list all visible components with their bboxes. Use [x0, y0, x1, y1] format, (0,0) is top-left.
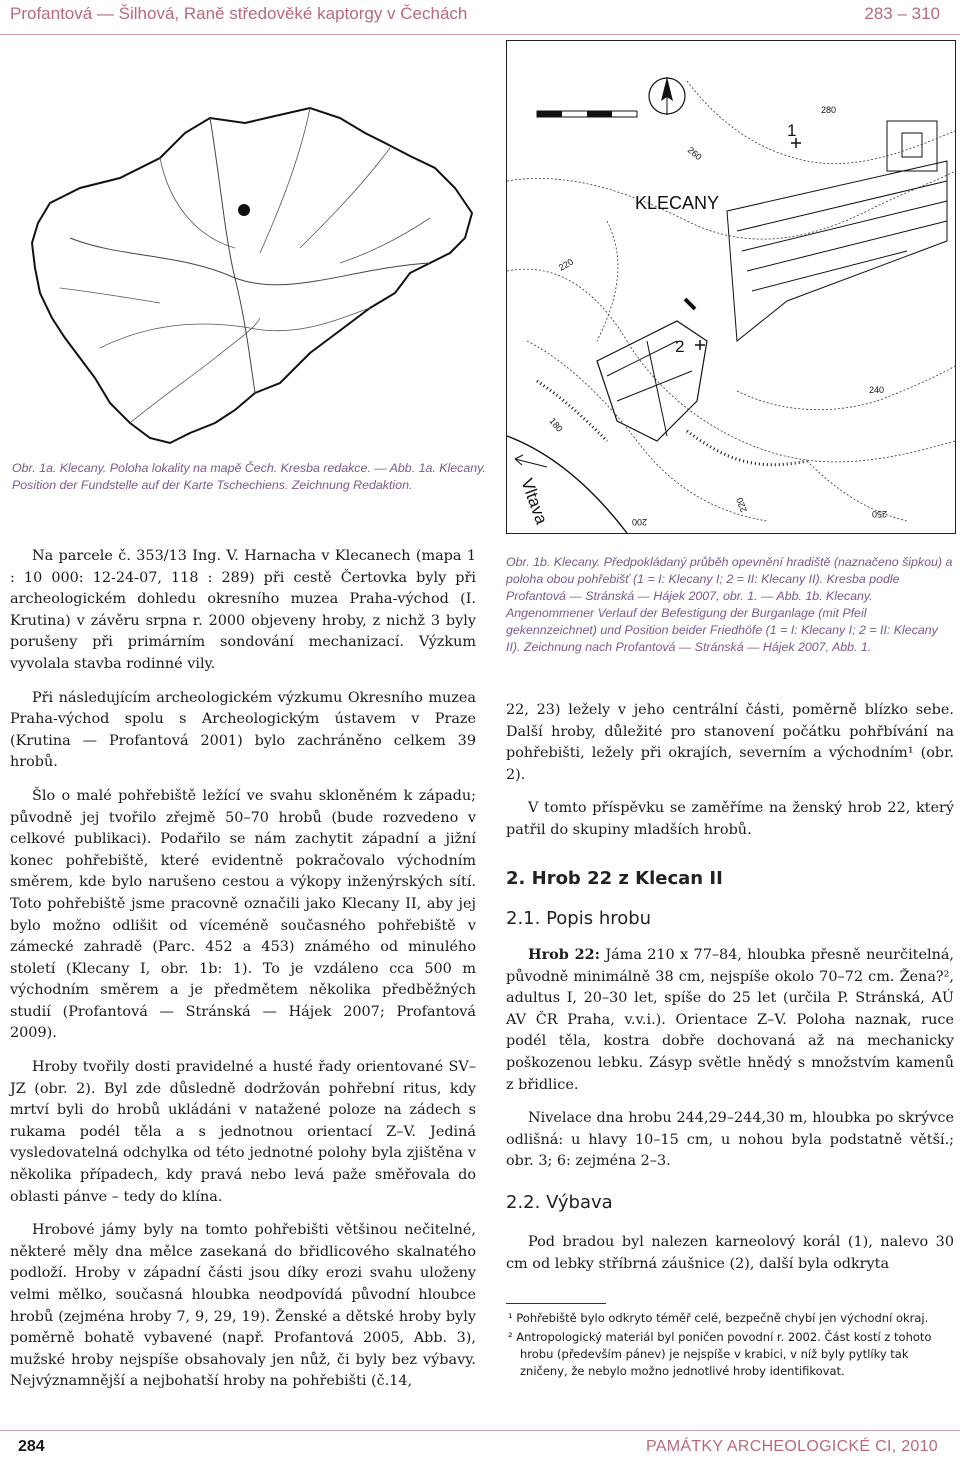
- section-heading-hrob-22: 2. Hrob 22 z Klecan II: [506, 868, 723, 889]
- contour-label-200: 200: [631, 517, 647, 527]
- right-column-middle: [506, 944, 954, 1185]
- grave-lead-label: Hrob 22:: [528, 946, 600, 963]
- contour-label-240: 240: [869, 385, 885, 395]
- map-label-klecany: KLECANY: [635, 193, 720, 213]
- contour-label-250: 250: [871, 509, 887, 519]
- paragraph: Při následujícím archeologickém výzkumu Okresního muzea Praha-východ spolu s Archeologickým ústavem v Praze (Krutina — Profantová 2001) bylo zachráněno celkem 39 hrobů.: [10, 689, 476, 771]
- contour-label-220b: 220: [734, 496, 749, 514]
- paragraph: Šlo o malé pohřebiště ležící ve svahu skloněném k západu; původně jej tvořilo zřejmě 50–70 hrobů (bude rozvedeno v celkové publikaci). Podařilo se nám zachytit západní a jižní konec pohřebiště, které evidentně pokračovalo východním směrem, kde bylo narušeno cestou a výkopy inženýrských sítí. Toto pohřebiště jsme pracovně označili jako Klecany II, aby jej bylo možno odlišit od víceméně současného pohřebiště v zámecké zahradě (Parc. 452 a 453) známého od minulého století (Klecany I, obr. 1b: 1). To je vzdáleno cca 500 m východním směrem a je předmětem několika předběžných studií (Profantová — Stránská — Hájek 2007; Profantová 2009).: [10, 787, 476, 1042]
- map-label-river: Vltava: [517, 475, 552, 527]
- contour-label-220: 220: [557, 256, 576, 273]
- map-label-marker-2: 2: [675, 337, 685, 356]
- subsection-heading-vybava: 2.2. Výbava: [506, 1192, 613, 1213]
- paragraph: 22, 23) ležely v jeho centrální části, poměrně blízko sebe. Další hroby, důležité pro stanovení počátku pohřbívání na pohřebišti, ležely při okrajích, severním a východním¹ (obr. 2).: [506, 702, 954, 783]
- page-number: 284: [18, 1438, 45, 1455]
- footer-rule: [0, 1430, 960, 1431]
- figure-1a-caption: Obr. 1a. Klecany. Poloha lokality na mapě Čech. Kresba redakce. — Abb. 1a. Klecany. Position der Fundstelle auf der Karte Tschechiens. Zeichnung Redaktion.: [12, 461, 486, 492]
- journal-name: PAMÁTKY ARCHEOLOGICKÉ CI, 2010: [645, 1438, 938, 1455]
- running-head-pages: 283 – 310: [864, 4, 940, 23]
- paragraph: Nivelace dna hrobu 244,29–244,30 m, hloubka po skrývce odlišná: u hlavy 10–15 cm, u nohou byla podstatně větší.; obr. 3; 6: zejména 2–3.: [506, 1110, 954, 1170]
- figure-1b-caption: Obr. 1b. Klecany. Předpokládaný průběh opevnění hradiště (naznačeno šipkou) a poloha obou pohřebišť (1 = I: Klecany I; 2 = II: Klecany II). Kresba podle Profantová — Stránská — Hájek 2007, obr. 1. — Abb. 1b. Klecany. Angenommener Verlauf der Befestigung der Burganlage (mit Pfeil gekennzeichnet) und Position beider Friedhöfe (1 = I: Klecany I; 2 = II: Klecany II). Zeichnung nach Profantová — Stránská — Hájek 2007, Abb. 1.: [506, 555, 953, 654]
- paragraph: Hrobové jámy byly na tomto pohřebišti většinou nečitelné, některé měly dna mělce zasekaná do břidlicového skalnatého podloží. Hroby v západní části jsou díky erozi svahu uloženy velmi mělko, současná hloubka neodpovídá původní hloubce hrobů (zejména hroby 7, 9, 29, 19). Ženské a dětské hroby byly poměrně bohatě vybavené (např. Profantová 2005, Abb. 3), mužské hroby nejspíše obsahovaly jen nůž, či byly bez výbavy. Nejvýznamnější a nejbohatší hroby na pohřebišti (č.14,: [10, 1222, 476, 1390]
- footnote-2: ² Antropologický materiál byl poničen povodní r. 2002. Část kostí z tohoto hrobu (především pánev) je nejspíše v krabici, v níž byly pytlíky tak zničeny, že nebylo možno jednotlivé hroby identifikovat.: [508, 1330, 932, 1378]
- paragraph: Na parcele č. 353/13 Ing. V. Harnacha v Klecanech (mapa 1 : 10 000: 12-24-07, 118 : 289) při cestě Čertovka byly při archeologickém dohledu okresního muzea Praha-východ (I. Krutina) v závěru srpna r. 2000 objeveny hroby, z nichž 3 byly porušeny při primárním sondování mechanizací. Výzkum vyvolala stavba rodinné vily.: [10, 548, 476, 672]
- site-location-dot: [238, 204, 250, 216]
- right-column-bottom: [506, 1232, 954, 1287]
- footnote-1: ¹ Pohřebiště bylo odkryto téměř celé, bezpečně chybí jen východní okraj.: [508, 1311, 929, 1325]
- footnotes: [506, 1310, 954, 1382]
- left-column: [10, 546, 476, 1405]
- running-head-authors: Profantová — Šilhová, Raně středověké kaptorgy v Čechách: [10, 4, 468, 23]
- right-column-top: [506, 700, 954, 854]
- paragraph: Pod bradou byl nalezen karneolový korál (1), nalevo 30 cm od lebky stříbrná záušnice (2), další byla odkryta: [506, 1234, 954, 1272]
- map-label-marker-1: 1: [787, 121, 797, 140]
- bohemia-outline-map: [10, 38, 488, 460]
- footnote-rule: [506, 1303, 606, 1304]
- subsection-heading-popis-hrobu: 2.1. Popis hrobu: [506, 908, 652, 929]
- header-rule: [0, 34, 960, 35]
- paragraph: Hroby tvořily dosti pravidelné a husté řady orientované SV–JZ (obr. 2). Byl zde důsledně dodržován pohřební ritus, kdy mrtví byli do hrobů ukládáni v natažené poloze na zádech s rukama podél těla a s jednotnou orientací Z–V. Jediná vysledovatelná odchylka od této jednotné polohy byla zjištěna v několika případech, kdy pravá nebo levá paže směřovala do oblasti pánve – tedy do klína.: [10, 1059, 476, 1205]
- contour-label-180: 180: [547, 415, 565, 434]
- klecany-topographic-map: [507, 41, 955, 533]
- contour-label-260: 260: [685, 144, 704, 163]
- paragraph: V tomto příspěvku se zaměříme na ženský hrob 22, který patřil do skupiny mladších hrobů.: [506, 800, 954, 838]
- figure-1a-map: [10, 38, 488, 460]
- contour-label-280: 280: [821, 105, 837, 115]
- grave-description: Jáma 210 x 77–84, hloubka přesně neurčitelná, původně minimálně 38 cm, nejspíše okolo 70–72 cm. Žena?², adultus I, 20–30 let, spíše do 25 let (určila P. Stránská, AÚ AV ČR Praha, v.v.i.). Orientace Z–V. Poloha naznak, ruce podél těla, kostra dobře dochovaná až na mechanicky poškozenou lebku. Zásyp světle hnědý s množstvím kamenů z břidlice.: [506, 947, 954, 1093]
- figure-1b-map: [506, 40, 956, 534]
